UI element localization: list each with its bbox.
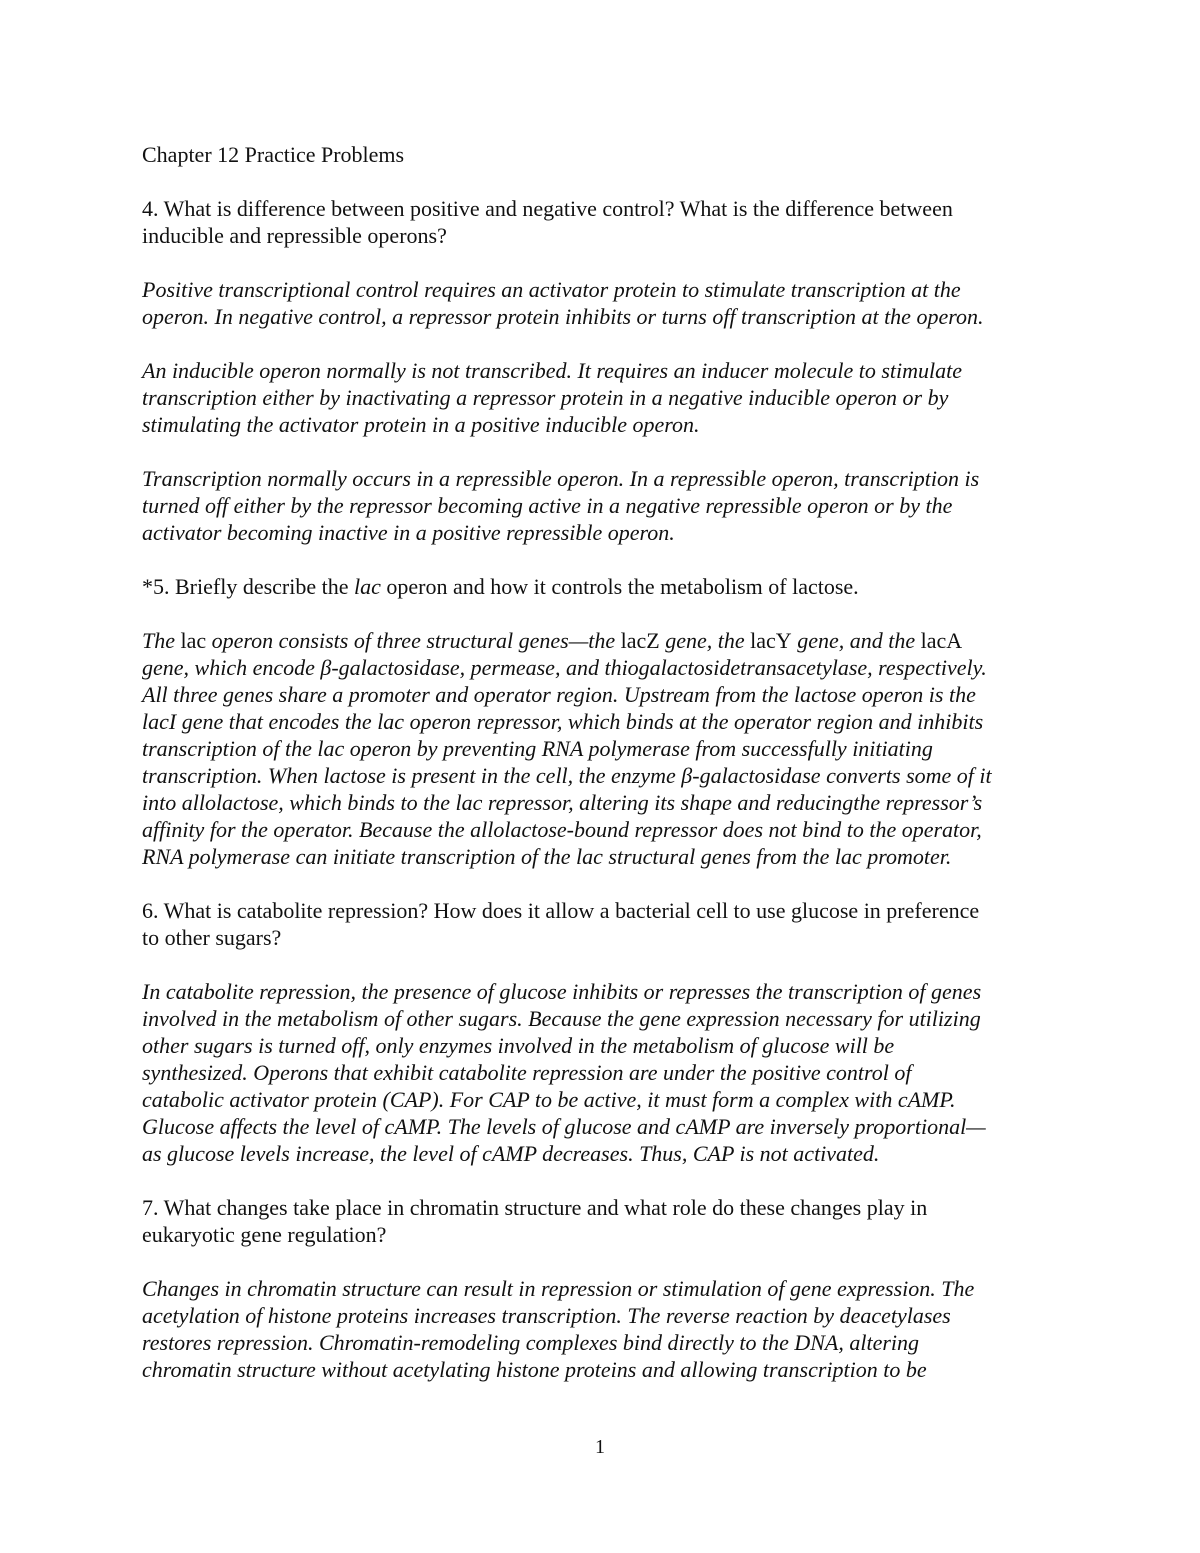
answer-7: Changes in chromatin structure can result in repression or stimulation of gene expression. The acetylation of histone proteins increases transcription. The reverse reaction by deacetylases restores repression. Chromatin-remodeling complexes bind directly to the DNA, altering chromatin structure without acetylating histone proteins and allowing transcription to be xyxy=(142,1276,975,1382)
answer-5-part-3: gene, the xyxy=(659,628,751,653)
answer-4-paragraph-3: Transcription normally occurs in a repressible operon. In a repressible operon, transcription is turned off either by the repressor becoming active in a negative repressible operon or by the activator becoming inactive in a positive repressible operon. xyxy=(142,466,980,545)
page-number: 1 xyxy=(595,1436,605,1458)
answer-5-lacA-term: lacA xyxy=(920,628,963,653)
question-6: 6. What is catabolite repression? How does it allow a bacterial cell to use glucose in preference to other sugars? xyxy=(142,898,980,950)
answer-4-paragraph-1: Positive transcriptional control requires an activator protein to stimulate transcription at the operon. In negative control, a repressor protein inhibits or turns off transcription at the operon. xyxy=(142,277,984,329)
document-title: Chapter 12 Practice Problems xyxy=(142,142,405,167)
question-5 xyxy=(142,573,1072,600)
answer-6: In catabolite repression, the presence of glucose inhibits or represses the transcription of genes involved in the metabolism of other sugars. Because the gene expression necessary for utilizing other sugars is turned off, only enzymes involved in the metabolism of glucose will be synthesized. Operons that exhibit catabolite repression are under the positive control of catabolic activator protein (CAP). For CAP to be active, it must form a complex with cAMP. Glucose affects the level of cAMP. The levels of glucose and cAMP are inversely proportional— as glucose levels increase, the level of cAMP decreases. Thus, CAP is not activated. xyxy=(142,979,986,1166)
answer-5-lacZ-term: lacZ xyxy=(620,628,660,653)
question-4: 4. What is difference between positive and negative control? What is the difference between inducible and repressible operons? xyxy=(142,196,953,248)
answer-5-lac-term: lac xyxy=(180,628,207,653)
answer-5-lacY-term: lacY xyxy=(750,628,792,653)
question-5-lac-term: lac xyxy=(354,574,381,599)
answer-5 xyxy=(142,627,1072,870)
answer-5-part-1: The xyxy=(142,628,181,653)
question-7: 7. What changes take place in chromatin structure and what role do these changes play in eukaryotic gene regulation? xyxy=(142,1195,928,1247)
answer-5-part-5: gene, which encode β-galactosidase, permease, and thiogalactosidetransacetylase, respectively. All three genes share a promoter and operator region. Upstream from the lactose operon is the lacI gene that encodes the lac operon repressor, which binds at the operator region and inhibits transcription of the lac operon by preventing RNA polymerase from successfully initiating transcription. When lactose is present in the cell, the enzyme β-galactosidase converts some of it into allolactose, which binds to the lac repressor, altering its shape and reducingthe repressor’s affinity for the operator. Because the allolactose-bound repressor does not bind to the operator, RNA polymerase can initiate transcription of the lac structural genes from the lac promoter. xyxy=(142,655,992,869)
answer-5-part-4: gene, and the xyxy=(791,628,921,653)
document-body xyxy=(142,141,1072,1410)
answer-4-paragraph-2: An inducible operon normally is not transcribed. It requires an inducer molecule to stimulate transcription either by inactivating a repressor protein in a negative inducible operon or by stimulating the activator protein in a positive inducible operon. xyxy=(142,358,962,437)
answer-5-part-2: operon consists of three structural genes—the xyxy=(206,628,621,653)
question-5-text-end: operon and how it controls the metabolism of lactose. xyxy=(380,574,859,599)
question-5-text-start: *5. Briefly describe the xyxy=(142,574,354,599)
